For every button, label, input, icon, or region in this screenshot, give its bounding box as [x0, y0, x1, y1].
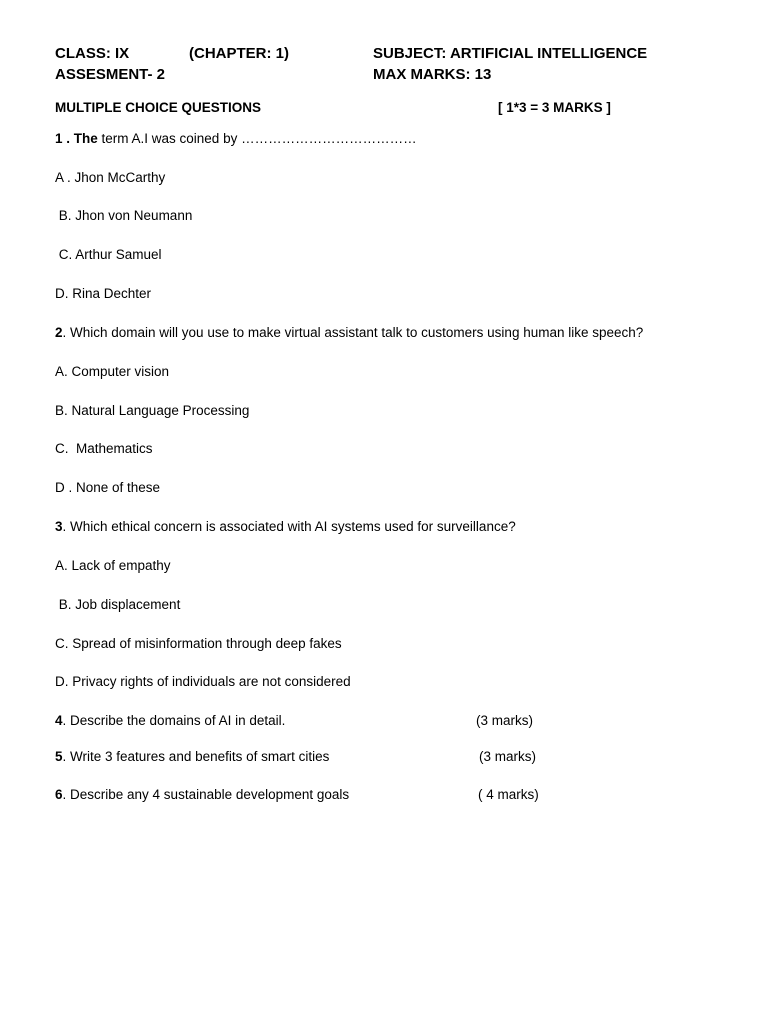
question-4-marks: (3 marks)	[476, 713, 533, 728]
question-4	[55, 714, 285, 728]
option-3d: D. Privacy rights of individuals are not considered	[55, 674, 351, 689]
question-number: 3	[55, 519, 63, 534]
question-1	[55, 132, 417, 146]
question-text: . Describe the domains of AI in detail.	[62, 713, 286, 728]
question-text: . Which ethical concern is associated with AI systems used for surveillance?	[62, 519, 516, 534]
question-6-marks: ( 4 marks)	[478, 787, 539, 802]
question-number: 1 . The	[55, 131, 98, 146]
option-3a: A. Lack of empathy	[55, 558, 171, 573]
option-2b: B. Natural Language Processing	[55, 403, 250, 418]
option-2a: A. Computer vision	[55, 364, 170, 379]
option-1d: D. Rina Dechter	[55, 286, 152, 301]
question-number: 5	[55, 749, 63, 764]
subject-label: SUBJECT: ARTIFICIAL INTELLIGENCE	[373, 45, 648, 62]
option-3b: B. Job displacement	[55, 597, 181, 612]
question-5	[55, 750, 329, 764]
question-text: term A.I was coined by …………………………………	[97, 131, 417, 146]
section-marks: [ 1*3 = 3 MARKS ]	[498, 100, 611, 115]
option-1c: C. Arthur Samuel	[55, 247, 162, 262]
question-number: 4	[55, 713, 63, 728]
class-label: CLASS: IX	[55, 45, 130, 62]
question-text: . Describe any 4 sustainable development goals	[62, 787, 350, 802]
option-2c: C. Mathematics	[55, 441, 153, 456]
question-2	[55, 326, 643, 340]
question-number: 2	[55, 325, 63, 340]
option-2d: D . None of these	[55, 480, 161, 495]
question-text: . Write 3 features and benefits of smart cities	[62, 749, 330, 764]
question-number: 6	[55, 787, 63, 802]
question-text: . Which domain will you use to make virtual assistant talk to customers using human like speech?	[62, 325, 644, 340]
chapter-label: (CHAPTER: 1)	[189, 45, 289, 62]
option-1a: A . Jhon McCarthy	[55, 170, 166, 185]
question-3	[55, 520, 516, 534]
question-5-marks: (3 marks)	[479, 749, 536, 764]
section-title: MULTIPLE CHOICE QUESTIONS	[55, 100, 262, 115]
option-1b: B. Jhon von Neumann	[55, 208, 193, 223]
question-6	[55, 788, 349, 802]
assessment-label: ASSESMENT- 2	[55, 66, 166, 83]
max-marks-label: MAX MARKS: 13	[373, 66, 492, 83]
option-3c: C. Spread of misinformation through deep fakes	[55, 636, 342, 651]
